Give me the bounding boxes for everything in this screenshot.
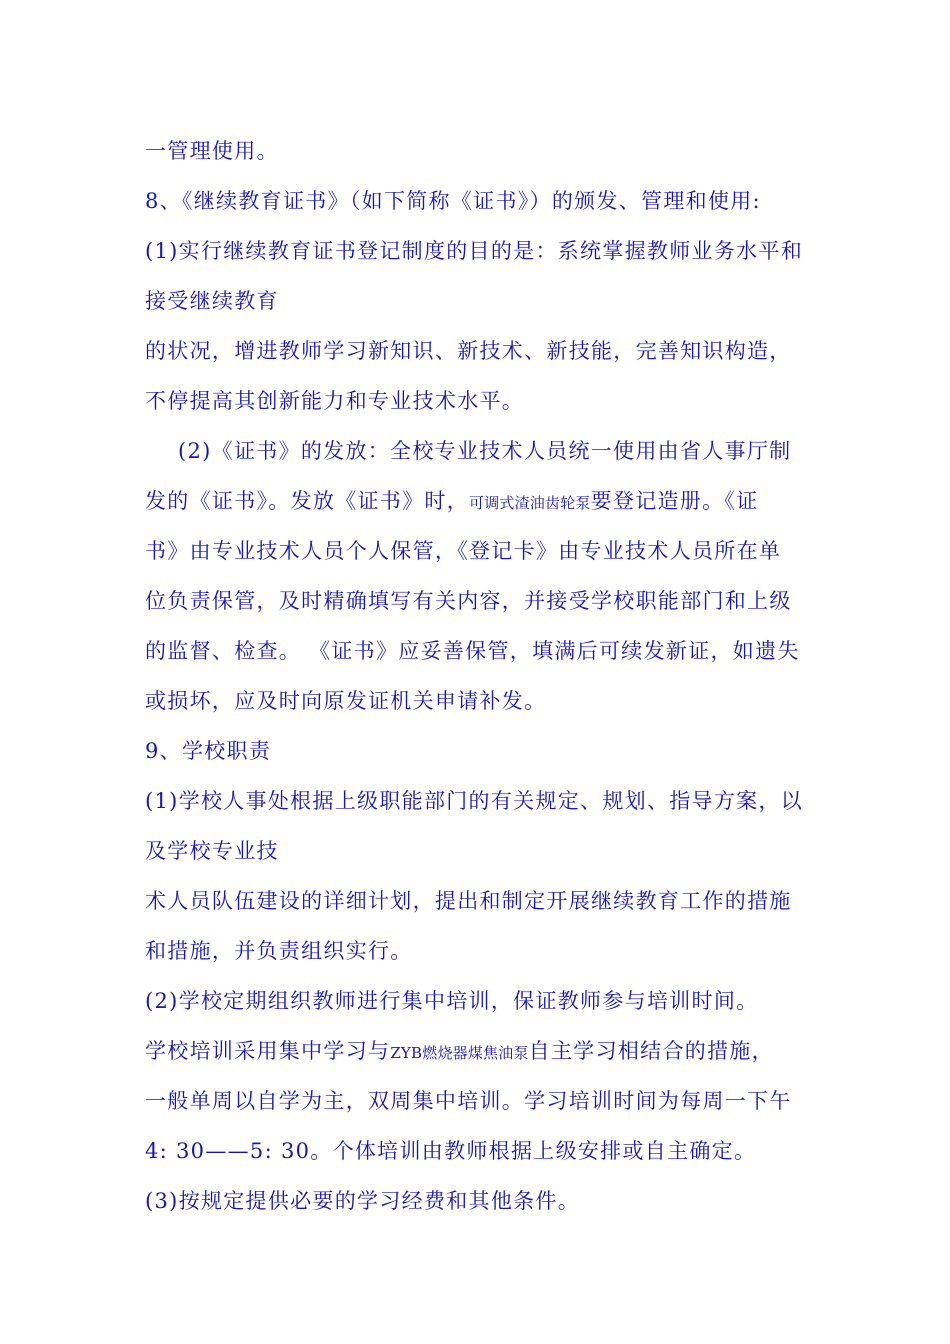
item-9-2-line-2 [145, 1037, 825, 1067]
item-8-2-line-4: 位负责保管，及时精确填写有关内容，并接受学校职能部门和上级 [145, 589, 792, 613]
inserted-small-text: ZYB燃烧器煤焦油泵 [390, 1044, 529, 1062]
item-8-2-line-3: 书》由专业技术人员个人保管，《登记卡》由专业技术人员所在单 [145, 539, 782, 563]
item-8-2-line-5: 的监督、检查。 《证书》应妥善保管，填满后可续发新证，如遗失 [145, 639, 800, 663]
text-segment: 发的《证书》。发放《证书》时， [145, 489, 469, 513]
item-8-2-line-1: (2)《证书》的发放：全校专业技术人员统一使用由省人事厅制 [178, 439, 792, 463]
section-9-heading: 9、学校职责 [145, 739, 272, 763]
item-9-1-line-2: 及学校专业技 [145, 839, 279, 863]
text-segment: 学校培训采用集中学习与 [145, 1039, 391, 1063]
inserted-small-text: 可调式渣油齿轮泵 [469, 494, 591, 512]
item-9-1-line-3: 术人员队伍建设的详细计划，提出和制定开展继续教育工作的措施 [145, 889, 792, 913]
item-8-1-line-3: 的状况，增进教师学习新知识、新技术、新技能，完善知识构造， [145, 339, 792, 363]
text-line-1: 一管理使用。 [145, 139, 279, 163]
item-9-2-line-4: 4: 30——5: 30。个体培训由教师根据上级安排或自主确定。 [145, 1139, 757, 1163]
item-8-1-line-4: 不停提高其创新能力和专业技术水平。 [145, 389, 525, 413]
item-8-1-line-2: 接受继续教育 [145, 289, 279, 313]
text-segment: 自主学习相结合的措施， [528, 1039, 774, 1063]
text-segment: 要登记造册。《证 [590, 489, 759, 513]
item-9-3-line-1: (3)按规定提供必要的学习经费和其他条件。 [145, 1189, 581, 1213]
item-8-2-line-2 [145, 487, 825, 517]
item-9-2-line-3: 一般单周以自学为主，双周集中培训。学习培训时间为每周一下午 [145, 1089, 792, 1113]
section-8-heading: 8、《继续教育证书》（如下简称《证书》）的颁发、管理和使用: [145, 189, 761, 213]
item-9-1-line-4: 和措施，并负责组织实行。 [145, 939, 413, 963]
item-9-1-line-1: (1)学校人事处根据上级职能部门的有关规定、规划、指导方案，以 [145, 789, 804, 813]
item-9-2-line-1: (2)学校定期组织教师进行集中培训，保证教师参与培训时间。 [145, 989, 759, 1013]
item-8-1-line-1: (1)实行继续教育证书登记制度的目的是：系统掌握教师业务水平和 [145, 239, 804, 263]
item-8-2-line-6: 或损坏，应及时向原发证机关申请补发。 [145, 689, 547, 713]
